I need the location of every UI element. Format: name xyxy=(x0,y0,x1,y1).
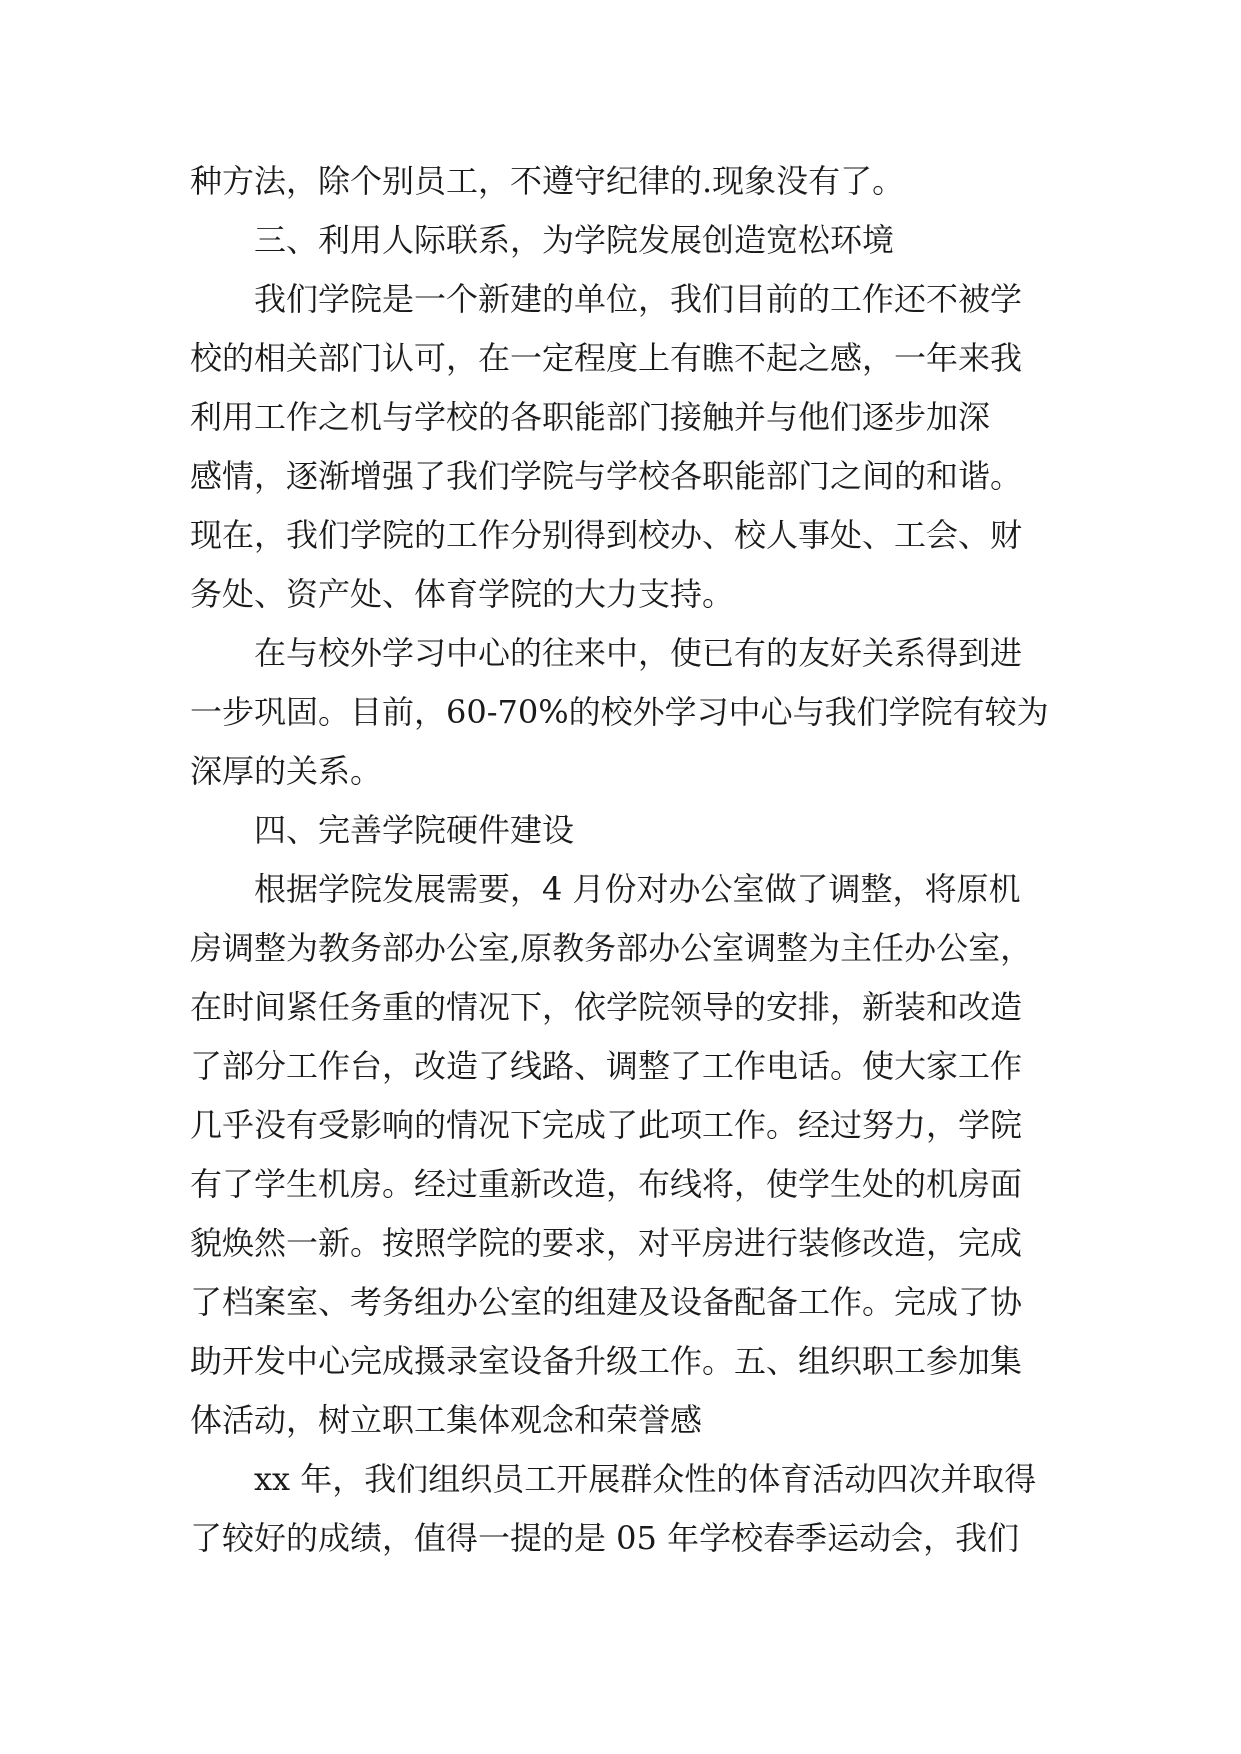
text-line: 体活动，树立职工集体观念和荣誉感 xyxy=(190,1401,703,1439)
section-heading: 三、利用人际联系，为学院发展创造宽松环境 xyxy=(254,221,895,259)
text-line: xx 年，我们组织员工开展群众性的体育活动四次并取得 xyxy=(254,1460,1037,1498)
text-line: 在与校外学习中心的往来中，使已有的友好关系得到进 xyxy=(254,634,1023,672)
text-line: 一步巩固。目前，60-70%的校外学习中心与我们学院有较为 xyxy=(190,693,1049,731)
text-line: 我们学院是一个新建的单位，我们目前的工作还不被学 xyxy=(254,280,1023,318)
text-line: 助开发中心完成摄录室设备升级工作。五、组织职工参加集 xyxy=(190,1342,1023,1380)
text-line: 了部分工作台，改造了线路、调整了工作电话。使大家工作 xyxy=(190,1047,1023,1085)
text-line: 了较好的成绩，值得一提的是 05 年学校春季运动会，我们 xyxy=(190,1519,1020,1557)
text-line: 貌焕然一新。按照学院的要求，对平房进行装修改造，完成 xyxy=(190,1224,1023,1262)
text-line: 利用工作之机与学校的各职能部门接触并与他们逐步加深 xyxy=(190,398,991,436)
text-line: 种方法，除个别员工，不遵守纪律的.现象没有了。 xyxy=(190,162,905,200)
text-line: 在时间紧任务重的情况下，依学院领导的安排，新装和改造 xyxy=(190,988,1023,1026)
text-line: 现在，我们学院的工作分别得到校办、校人事处、工会、财 xyxy=(190,516,1023,554)
text-line: 校的相关部门认可，在一定程度上有瞧不起之感，一年来我 xyxy=(190,339,1023,377)
text-line: 了档案室、考务组办公室的组建及设备配备工作。完成了协 xyxy=(190,1283,1023,1321)
section-heading: 四、完善学院硬件建设 xyxy=(254,811,575,849)
body-text xyxy=(190,152,1062,1568)
text-line: 房调整为教务部办公室,原教务部办公室调整为主任办公室， xyxy=(190,929,1033,967)
text-line: 有了学生机房。经过重新改造，布线将，使学生处的机房面 xyxy=(190,1165,1023,1203)
text-line: 感情，逐渐增强了我们学院与学校各职能部门之间的和谐。 xyxy=(190,457,1023,495)
text-line: 深厚的关系。 xyxy=(190,752,383,790)
text-line: 根据学院发展需要，4 月份对办公室做了调整，将原机 xyxy=(254,870,1021,908)
text-line: 几乎没有受影响的情况下完成了此项工作。经过努力，学院 xyxy=(190,1106,1023,1144)
text-line: 务处、资产处、体育学院的大力支持。 xyxy=(190,575,735,613)
